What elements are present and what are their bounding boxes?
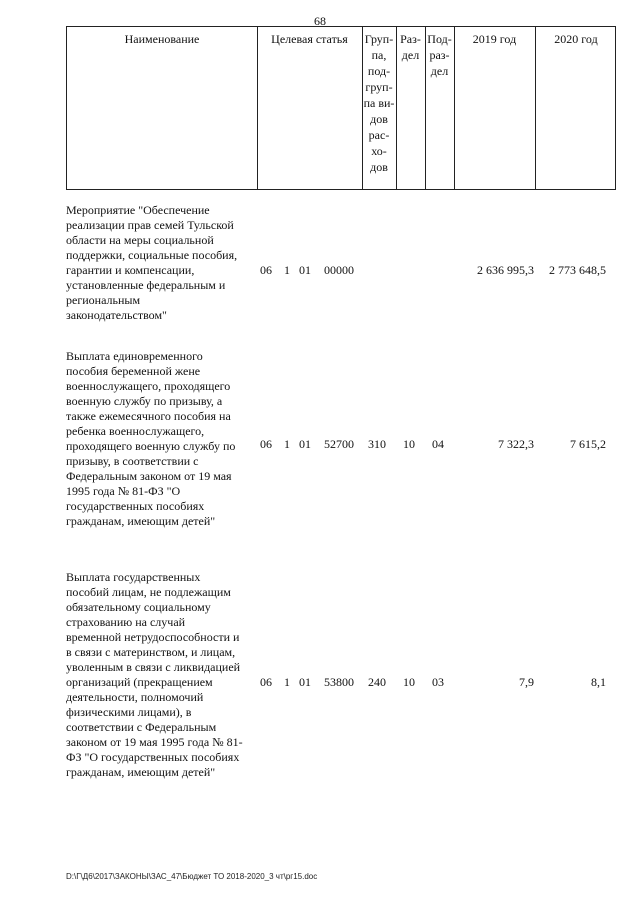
- code-group: 240: [368, 675, 386, 689]
- table-row: [66, 203, 616, 333]
- code-program: 06: [260, 263, 272, 277]
- header-2019: 2019 год: [472, 32, 517, 46]
- code-direction: 52700: [324, 437, 354, 451]
- table-header: [66, 26, 616, 190]
- value-2019: 2 636 995,3: [477, 263, 534, 277]
- row-name: Мероприятие "Обеспечение реализации прав семей Тульской области на меры социальной поддержки, социальные пособия, гарантии и компенсации, установленные федеральным и региональным законодательством": [66, 203, 238, 322]
- code-program: 06: [260, 437, 272, 451]
- file-path-footer: D:\Г\Д6\2017\ЗАКОНЫ\ЗАС_47\Бюджет ТО 2018-2020_3 чт\рг15.doc: [66, 872, 318, 881]
- header-divider: [454, 27, 455, 189]
- code-event: 01: [299, 437, 311, 451]
- code-event: 01: [299, 263, 311, 277]
- value-2020: 7 615,2: [570, 437, 606, 451]
- value-2020: 2 773 648,5: [549, 263, 606, 277]
- code-program: 06: [260, 675, 272, 689]
- code-subprogram: 1: [284, 675, 290, 689]
- code-section: 10: [403, 437, 415, 451]
- header-name: Наименование: [124, 32, 200, 46]
- header-target: Целевая статья: [271, 32, 348, 46]
- code-subprogram: 1: [284, 263, 290, 277]
- code-subsection: 03: [432, 675, 444, 689]
- header-section: Раз- дел: [400, 32, 421, 62]
- header-2020: 2020 год: [554, 32, 598, 46]
- code-direction: 53800: [324, 675, 354, 689]
- header-group: Груп- па, под- груп- па ви- дов рас- хо- дов: [363, 32, 395, 174]
- header-subsection: Под- раз- дел: [427, 32, 452, 78]
- code-subprogram: 1: [284, 437, 290, 451]
- code-event: 01: [299, 675, 311, 689]
- table-row: [66, 570, 616, 795]
- code-section: 10: [403, 675, 415, 689]
- code-subsection: 04: [432, 437, 444, 451]
- row-name: Выплата единовременного пособия беременной жене военнослужащего, проходящего военную службу по призыву, а также ежемесячного пособия на ребенка военнослужащего, проходящего военную службу по призыву, в соответствии с Федеральным законом от 19 мая 1995 года № 81-ФЗ "О государственных пособиях гражданам, имеющим детей": [66, 349, 236, 528]
- table-row: [66, 349, 616, 539]
- code-direction: 00000: [324, 263, 354, 277]
- header-divider: [535, 27, 536, 189]
- value-2019: 7 322,3: [498, 437, 534, 451]
- value-2019: 7,9: [519, 675, 534, 689]
- page-number: 68: [314, 14, 326, 28]
- row-name: Выплата государственных пособий лицам, не подлежащим обязательному социальному страхованию на случай временной нетрудоспособности и в связи с материнством, и лицам, уволенным в связи с ликвидацией организаций (прекращением деятельности, полномочий физическими лицами), в соответствии с Федеральным законом от 19 мая 1995 года № 81- ФЗ "О государственных пособиях гражданам, имеющим детей": [66, 570, 243, 779]
- value-2020: 8,1: [591, 675, 606, 689]
- code-group: 310: [368, 437, 386, 451]
- header-divider: [257, 27, 258, 189]
